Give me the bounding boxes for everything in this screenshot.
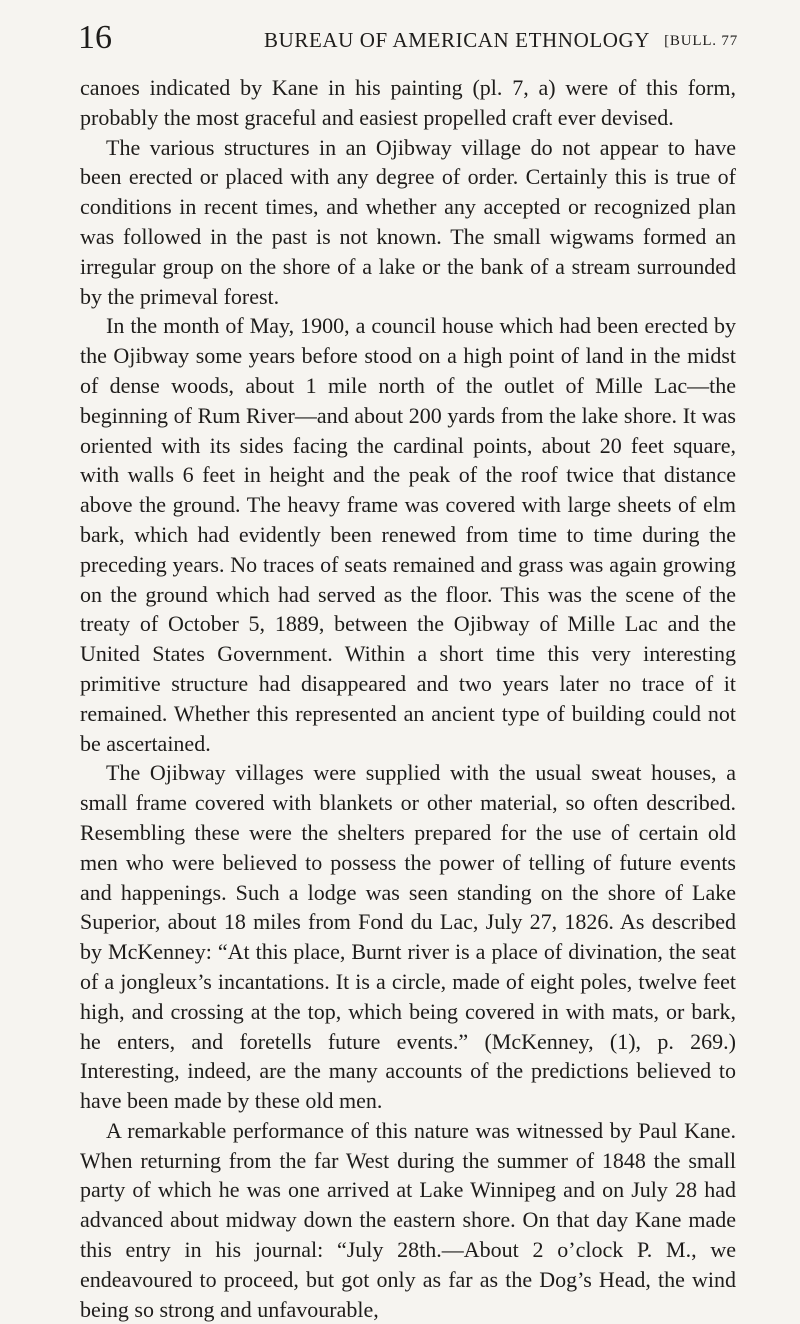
- running-head: BUREAU OF AMERICAN ETHNOLOGY: [264, 28, 651, 52]
- paragraph: canoes indicated by Kane in his painting (pl. 7, a) were of this form, probably the most graceful and easiest propelled craft ever devised.: [80, 75, 736, 130]
- body-text: [80, 73, 736, 1324]
- page-number: 16: [78, 19, 112, 56]
- page-header: [78, 18, 738, 58]
- paragraph: In the month of May, 1900, a council house which had been erected by the Ojibway some years before stood on a high point of land in the midst of dense woods, about 1 mile north of the outlet of Mille Lac—the beginning of Rum River—and about 200 yards from the lake shore. It was oriented with its sides facing the cardinal points, about 20 feet square, with walls 6 feet in height and the peak of the roof twice that distance above the ground. The heavy frame was covered with large sheets of elm bark, which had evidently been renewed from time to time during the preceding years. No traces of seats remained and grass was again growing on the ground which had served as the floor. This was the scene of the treaty of October 5, 1889, between the Ojibway of Mille Lac and the United States Government. Within a short time this very interesting primitive structure had disappeared and two years later no trace of it remained. Whether this represented an ancient type of building could not be ascertained.: [80, 313, 736, 756]
- paragraph: The Ojibway villages were supplied with the usual sweat houses, a small frame covered with blankets or other material, so often described. Resembling these were the shelters prepared for the use of certain old men who were believed to possess the power of telling of future events and happenings. Such a lodge was seen standing on the shore of Lake Superior, about 18 miles from Fond du Lac, July 27, 1826. As described by McKenney: “At this place, Burnt river is a place of divination, the seat of a jongleux’s incantations. It is a circle, made of eight poles, twelve feet high, and crossing at the top, which being covered in with mats, or bark, he enters, and foretells future events.” (McKenney, (1), p. 269.) Interesting, indeed, are the many accounts of the predictions believed to have been made by these old men.: [80, 760, 736, 1114]
- bulletin-reference: [BULL. 77: [664, 33, 738, 49]
- paragraph: The various structures in an Ojibway village do not appear to have been erected or placed with any degree of order. Certainly this is true of conditions in recent times, and whether any accepted or recognized plan was followed in the past is not known. The small wigwams formed an irregular group on the shore of a lake or the bank of a stream surrounded by the primeval forest.: [80, 134, 736, 309]
- paragraph: A remarkable performance of this nature was witnessed by Paul Kane. When returning from the far West during the summer of 1848 the small party of which he was one arrived at Lake Winnipeg and on July 28 had advanced about midway down the eastern shore. On that day Kane made this entry in his journal: “July 28th.—About 2 o’clock P. M., we endeavoured to proceed, but got only as far as the Dog’s Head, the wind being so strong and unfavourable,: [80, 1117, 736, 1322]
